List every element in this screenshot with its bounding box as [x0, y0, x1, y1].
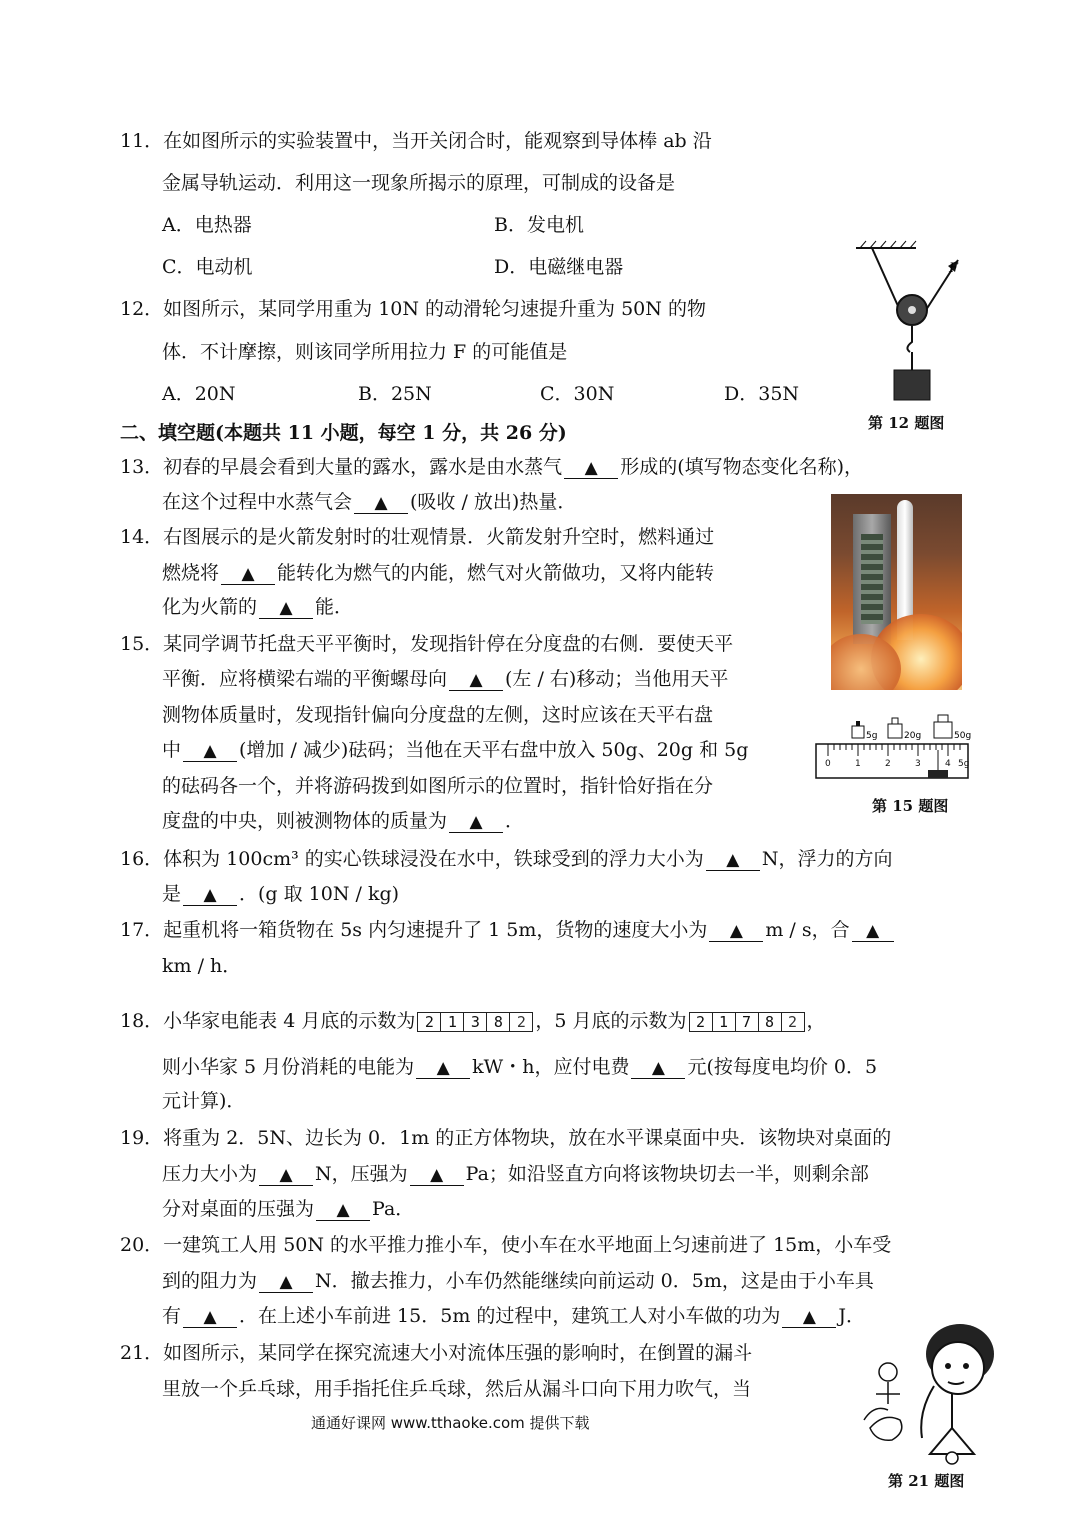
q20-line3: 有 ▲ ．在上述小车前进 15．5m 的过程中，建筑工人对小车做的功为 ▲ J． — [162, 1305, 866, 1327]
q20-line2: 到的阻力为 ▲ N．撤去推力，小车仍然能继续向前运动 0．5m，这是由于小车具 — [162, 1270, 874, 1292]
q16-line1: 16．体积为 100cm³ 的实心铁球浸没在水中，铁球受到的浮力大小为 ▲ N，浮力的方向 — [120, 848, 893, 870]
answer-blank: ▲ — [852, 921, 894, 942]
q17-line1: 17．起重机将一箱货物在 5s 内匀速提升了 1 5m，货物的速度大小为 ▲ m / s，合 ▲ — [120, 917, 896, 943]
pulley-figure — [850, 238, 970, 408]
q15-line3: 测物体质量时，发现指针偏向分度盘的左侧，这时应该在天平右盘 — [162, 704, 714, 726]
q13-line2: 在这个过程中水蒸气会 ▲ (吸收 / 放出)热量． — [162, 491, 577, 513]
scale-tick-1: 1 — [855, 759, 861, 769]
q21-figure-caption: 第 21 题图 — [888, 1472, 965, 1490]
q12-line2: 体．不计摩擦，则该同学所用拉力 F 的可能值是 — [162, 341, 568, 363]
q12-option-b: B．25N — [358, 383, 432, 405]
q11-option-d: D．电磁继电器 — [494, 256, 624, 278]
balance-scale-figure — [812, 712, 972, 790]
funnel-experiment-figure — [848, 1316, 998, 1484]
footer-source: 通通好课网 www.tthaoke.com 提供下载 — [311, 1414, 590, 1432]
answer-blank: ▲ — [259, 1272, 313, 1293]
weight-5g: 5g — [866, 731, 878, 741]
q12-figure-caption: 第 12 题图 — [868, 414, 945, 432]
q15-line2: 平衡．应将横梁右端的平衡螺母向 ▲ (左 / 右)移动；当他用天平 — [162, 668, 729, 690]
q18-line2: 则小华家 5 月份消耗的电能为 ▲ kW・h，应付电费 ▲ 元(按每度电均价 0．5 — [162, 1056, 878, 1078]
q12-option-c: C．30N — [540, 383, 615, 405]
q21-line2: 里放一个乒乓球，用手指托住乒乓球，然后从漏斗口向下用力吹气，当 — [162, 1378, 752, 1400]
q15-line6: 度盘的中央，则被测物体的质量为 ▲ ． — [162, 810, 525, 832]
q11-line1: 11．在如图所示的实验装置中，当开关闭合时，能观察到导体棒 ab 沿 — [120, 130, 712, 152]
q18-line3: 元计算)． — [162, 1090, 246, 1112]
answer-blank: ▲ — [782, 1307, 836, 1328]
rocket-launch-photo — [831, 494, 962, 690]
q11-line2: 金属导轨运动．利用这一现象所揭示的原理，可制成的设备是 — [162, 172, 676, 194]
q19-line3: 分对桌面的压强为 ▲ Pa． — [162, 1198, 415, 1220]
q19-line2: 压力大小为 ▲ N，压强为 ▲ Pa；如沿竖直方向将该物块切去一半，则剩余部 — [162, 1163, 869, 1185]
answer-blank: ▲ — [564, 458, 618, 479]
weight-50g: 50g — [954, 731, 972, 741]
section-2-heading: 二、填空题(本题共 11 小题，每空 1 分，共 26 分) — [120, 422, 567, 444]
force-label: F — [949, 261, 959, 276]
q11-option-a: A．电热器 — [162, 214, 252, 236]
q14-line2: 燃烧将 ▲ 能转化为燃气的内能，燃气对火箭做功，又将内能转 — [162, 562, 715, 584]
q15-line4: 中 ▲ (增加 / 减少)砝码；当他在天平右盘中放入 50g、20g 和 5g — [162, 739, 749, 761]
q14-line3: 化为火箭的 ▲ 能． — [162, 596, 354, 618]
q16-line2: 是 ▲ ．(g 取 10N / kg) — [162, 883, 400, 905]
answer-blank: ▲ — [706, 850, 760, 871]
answer-blank: ▲ — [416, 1058, 470, 1079]
q18-line1: 18．小华家电能表 4 月底的示数为 2 1 3 8 2 ，5 月底的示数为 2 1 7 8 2 ， — [120, 1010, 826, 1032]
q15-line5: 的砝码各一个，并将游码拨到如图所示的位置时，指针恰好指在分 — [162, 775, 714, 797]
rider — [928, 770, 948, 778]
scale-tick-5g: 5g — [958, 759, 970, 769]
answer-blank: ▲ — [183, 1307, 237, 1328]
q13-line1: 13．初春的早晨会看到大量的露水，露水是由水蒸气 ▲ 形成的(填写物态变化名称)， — [120, 456, 864, 478]
meter-april: 2 1 3 8 2 — [417, 1012, 533, 1032]
answer-blank: ▲ — [709, 921, 763, 942]
answer-blank: ▲ — [259, 1165, 313, 1186]
answer-blank: ▲ — [354, 493, 408, 514]
q11-option-c: C．电动机 — [162, 256, 253, 278]
weight-20g: 20g — [904, 731, 922, 741]
answer-blank: ▲ — [410, 1165, 464, 1186]
scale-tick-0: 0 — [825, 759, 831, 769]
answer-blank: ▲ — [259, 598, 313, 619]
q21-line1: 21．如图所示，某同学在探究流速大小对流体压强的影响时，在倒置的漏斗 — [120, 1342, 753, 1364]
q14-line1: 14．右图展示的是火箭发射时的壮观情景．火箭发射升空时，燃料通过 — [120, 526, 715, 548]
answer-blank: ▲ — [449, 670, 503, 691]
q17-line2: km / h． — [162, 955, 242, 977]
scale-tick-2: 2 — [885, 759, 891, 769]
meter-may: 2 1 7 8 2 — [689, 1012, 805, 1032]
answer-blank: ▲ — [183, 741, 237, 762]
q19-line1: 19．将重为 2．5N、边长为 0．1m 的正方体物块，放在水平课桌面中央．该物块对桌面的 — [120, 1127, 892, 1149]
answer-blank: ▲ — [449, 812, 503, 833]
q20-line1: 20．一建筑工人用 50N 的水平推力推小车，使小车在水平地面上匀速前进了 15m，小车受 — [120, 1234, 892, 1256]
answer-blank: ▲ — [316, 1200, 370, 1221]
q11-option-b: B．发电机 — [494, 214, 584, 236]
q12-option-d: D．35N — [724, 383, 800, 405]
q15-figure-caption: 第 15 题图 — [872, 797, 949, 815]
scale-tick-4: 4 — [945, 759, 951, 769]
q12-line1: 12．如图所示，某同学用重为 10N 的动滑轮匀速提升重为 50N 的物 — [120, 298, 706, 320]
q12-option-a: A．20N — [162, 383, 236, 405]
scale-tick-3: 3 — [915, 759, 921, 769]
answer-blank: ▲ — [183, 885, 237, 906]
q15-line1: 15．某同学调节托盘天平平衡时，发现指针停在分度盘的右侧．要使天平 — [120, 633, 734, 655]
answer-blank: ▲ — [631, 1058, 685, 1079]
answer-blank: ▲ — [221, 564, 275, 585]
